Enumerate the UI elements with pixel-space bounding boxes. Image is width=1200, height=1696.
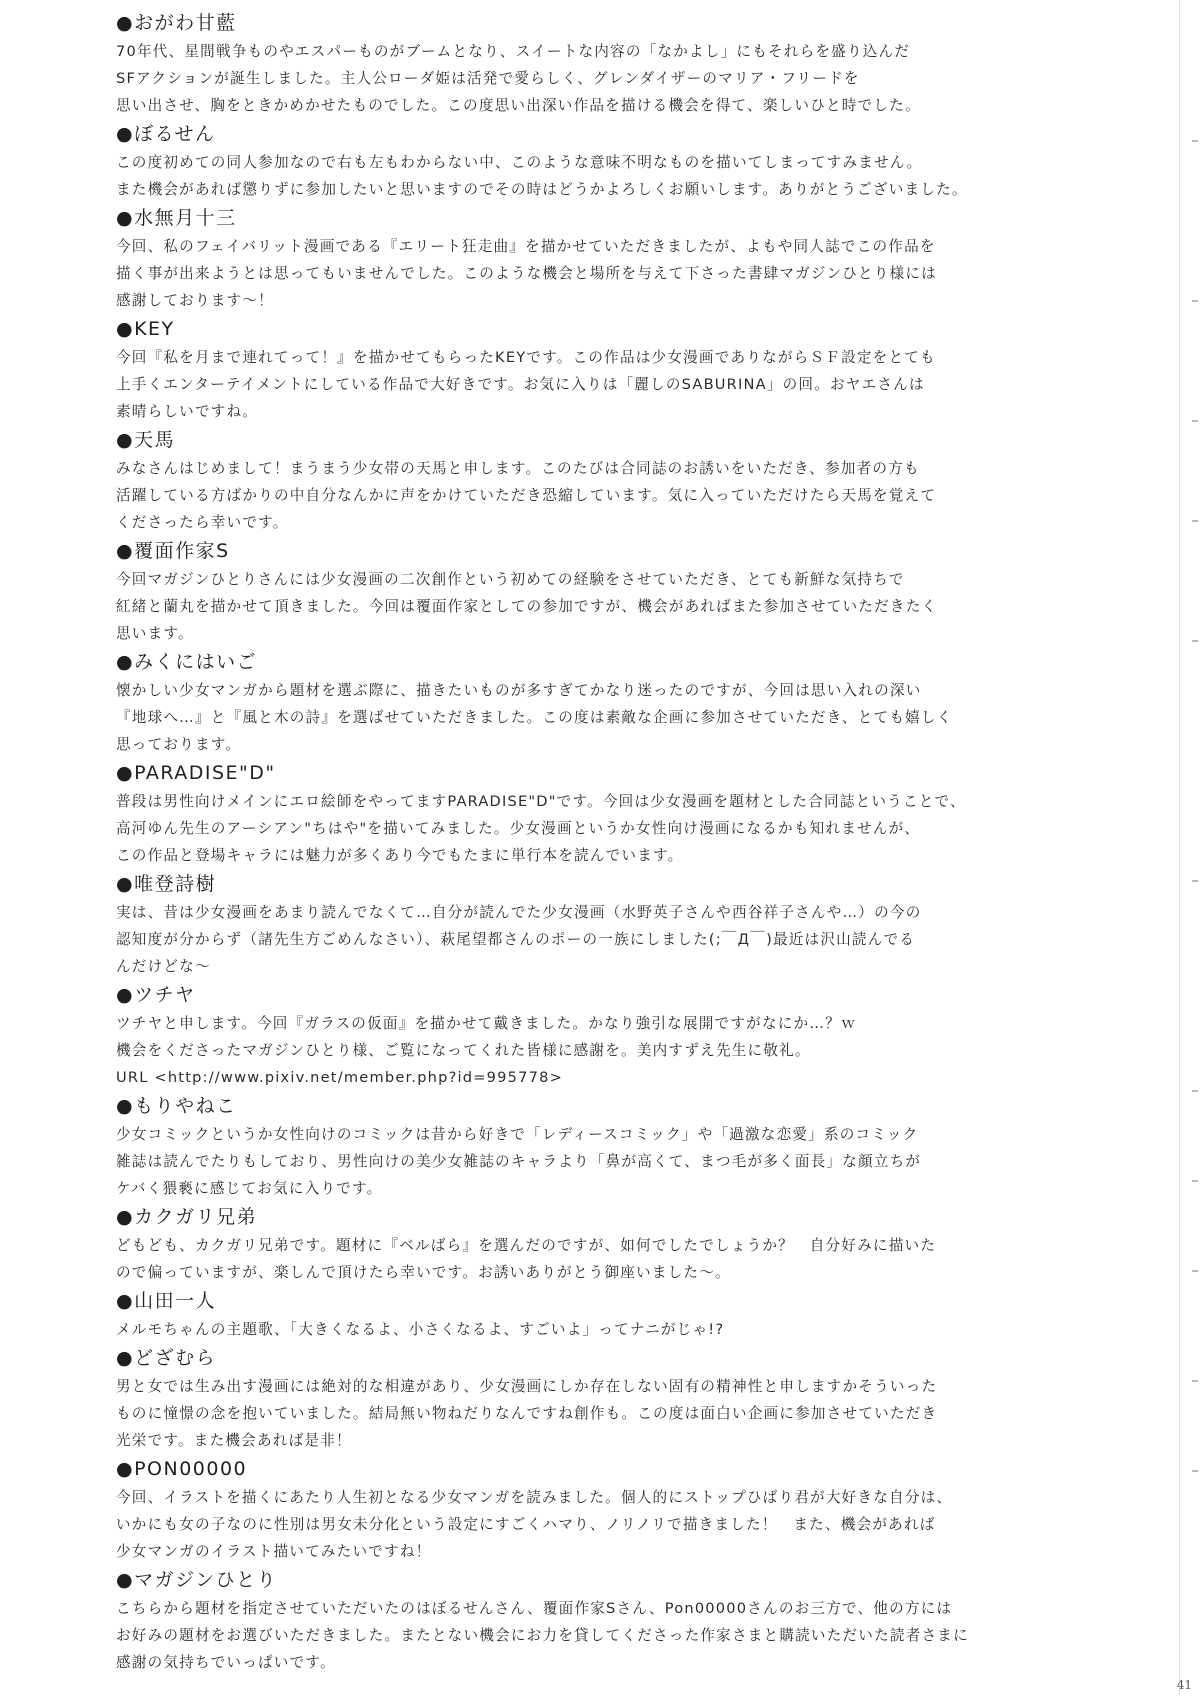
contributor-name: ●KEY	[116, 318, 175, 340]
edge-mark	[1192, 520, 1198, 522]
comment-line: 男と女では生み出す漫画には絶対的な相違があり、少女漫画にしか存在しない固有の精神性と申しますかそういった	[116, 1378, 938, 1395]
comment-line: お好みの題材をお選びいただきました。またとない機会にお力を貸してくださった作家さまと購読いただいた読者さまに	[116, 1627, 969, 1644]
comment-line: 70年代、星間戦争ものやエスパーものがブームとなり、スイートな内容の「なかよし」にもそれらを盛り込んだ	[116, 43, 911, 60]
contributor-name: ●もりやねこ	[116, 1095, 237, 1117]
contributor-entry	[116, 1343, 1076, 1454]
contributor-name: ●どざむら	[116, 1347, 217, 1369]
comment-line: どもども、カクガリ兄弟です。題材に『ベルばら』を選んだのですが、如何でしたでしょうか？ 自分好みに描いた	[116, 1237, 937, 1254]
contributor-name: ●マガジンひとり	[116, 1569, 278, 1591]
edge-mark	[1192, 1090, 1198, 1092]
comment-line: 今回、私のフェイバリット漫画である『エリート狂走曲』を描かせていただきましたが、よもや同人誌でこの作品を	[116, 238, 936, 255]
contributor-comment	[116, 1484, 1076, 1565]
contributor-name: ●天馬	[116, 429, 176, 451]
comment-line: 思い出させ、胸をときかめかせたものでした。この度思い出深い作品を描ける機会を得て、楽しいひと時でした。	[116, 97, 921, 114]
page-edge-line	[1179, 0, 1180, 1696]
contributor-entry	[116, 314, 1076, 425]
contributor-name: ●唯登詩樹	[116, 873, 217, 895]
comment-line: URL <http://www.pixiv.net/member.php?id=995778>	[116, 1069, 564, 1086]
page-number: 41	[1176, 1678, 1192, 1692]
comment-line: ものに憧憬の念を抱いていました。結局無い物ねだりなんですね創作も。この度は面白い企画に参加させていただき	[116, 1405, 938, 1422]
comment-line: 今回、イラストを描くにあたり人生初となる少女マンガを読みました。個人的にストップひばり君が大好きな自分は、	[116, 1489, 953, 1506]
comment-line: こちらから題材を指定させていただいたのはぼるせんさん、覆面作家Sさん、Pon00000さんのお三方で、他の方には	[116, 1600, 953, 1617]
contributor-entry	[116, 1202, 1076, 1286]
contributor-comment	[116, 677, 1076, 758]
contributor-comment	[116, 1232, 1076, 1286]
afterword-content	[116, 8, 1076, 1676]
contributor-name: ●水無月十三	[116, 207, 237, 229]
edge-mark	[1192, 140, 1198, 142]
comment-line: 雑誌は読んでたりもしており、男性向けの美少女雑誌のキャラより「鼻が高くて、まつ毛が多く面長」な顔立ちが	[116, 1153, 922, 1170]
contributor-entry	[116, 1091, 1076, 1202]
edge-mark	[1192, 1270, 1198, 1272]
comment-line: んだけどな～	[116, 958, 211, 975]
contributor-name: ●覆面作家S	[116, 540, 230, 562]
comment-line: いかにも女の子なのに性別は男女未分化という設定にすごくハマり、ノリノリで描きました！ また、機会があれば	[116, 1516, 936, 1533]
contributor-comment	[116, 344, 1076, 425]
comment-line: 少女マンガのイラスト描いてみたいですね！	[116, 1543, 432, 1560]
comment-line: この作品と登場キャラには魅力が多くあり今でもたまに単行本を読んでいます。	[116, 847, 684, 864]
contributor-name: ●山田一人	[116, 1290, 217, 1312]
contributor-entry	[116, 8, 1076, 119]
contributor-name: ●おがわ甘藍	[116, 12, 237, 34]
contributor-comment	[116, 455, 1076, 536]
comment-line: 感謝しております～！	[116, 292, 274, 309]
contributor-comment	[116, 788, 1076, 869]
comment-line: くださったら幸いです。	[116, 514, 289, 531]
contributor-comment	[116, 1010, 1076, 1091]
comment-line: 活躍している方ばかりの中自分なんかに声をかけていただき恐縮しています。気に入っていただけたら天馬を覚えて	[116, 487, 937, 504]
contributor-comment	[116, 1595, 1076, 1676]
comment-line: 今回『私を月まで連れてって！』を描かせてもらったKEYです。この作品は少女漫画でありながらＳＦ設定をとても	[116, 349, 936, 366]
comment-line: みなさんはじめまして！まうまう少女帯の天馬と申します。このたびは合同誌のお誘いをいただき、参加者の方も	[116, 460, 920, 477]
edge-mark	[1192, 880, 1198, 882]
contributor-entry	[116, 980, 1076, 1091]
comment-line: 今回マガジンひとりさんには少女漫画の二次創作という初めての経験をさせていただき、とても新鮮な気持ちで	[116, 571, 905, 588]
contributor-entry	[116, 425, 1076, 536]
page-edge-marks	[1186, 0, 1200, 1696]
comment-line: 素晴らしいですね。	[116, 403, 259, 420]
contributor-comment	[116, 899, 1076, 980]
comment-line: 『地球へ…』と『風と木の詩』を選ばせていただきました。この度は素敵な企画に参加させていただき、とても嬉しく	[116, 709, 953, 726]
comment-line: 光栄です。また機会あれば是非！	[116, 1432, 352, 1449]
contributor-comment	[116, 1121, 1076, 1202]
comment-line: ので偏っていますが、楽しんで頂けたら幸いです。お誘いありがとう御座いました～。	[116, 1264, 731, 1281]
comment-line: 懐かしい少女マンガから題材を選ぶ際に、描きたいものが多すぎてかなり迷ったのですが、今回は思い入れの深い	[116, 682, 922, 699]
edge-mark	[1192, 420, 1198, 422]
comment-line: SFアクションが誕生しました。主人公ローダ姫は活発で愛らしく、グレンダイザーのマリア・フリードを	[116, 70, 860, 87]
contributor-name: ●PON00000	[116, 1458, 248, 1480]
contributor-entry	[116, 758, 1076, 869]
comment-line: 上手くエンターテイメントにしている作品で大好きです。お気に入りは「麗しのSABURINA」の回。おヤエさんは	[116, 376, 925, 393]
edge-mark	[1192, 640, 1198, 642]
edge-mark	[1192, 1470, 1198, 1472]
contributor-comment	[116, 38, 1076, 119]
comment-line: メルモちゃんの主題歌、「大きくなるよ、小さくなるよ、すごいよ」ってナニがじゃ!?	[116, 1321, 725, 1338]
contributor-name: ●みくにはいご	[116, 651, 258, 673]
comment-line: 感謝の気持ちでいっぱいです。	[116, 1654, 336, 1671]
edge-mark	[1192, 1380, 1198, 1382]
comment-line: 描く事が出来ようとは思ってもいませんでした。このような機会と場所を与えて下さった書肆マガジンひとり様には	[116, 265, 937, 282]
contributor-entry	[116, 1286, 1076, 1343]
comment-line: 紅緒と蘭丸を描かせて頂きました。今回は覆面作家としての参加ですが、機会があればまた参加させていただきたく	[116, 598, 938, 615]
comment-line: また機会があれば懲りずに参加したいと思いますのでその時はどうかよろしくお願いします。ありがとうございました。	[116, 181, 968, 198]
contributor-entry	[116, 869, 1076, 980]
contributor-entry	[116, 647, 1076, 758]
contributor-entry	[116, 119, 1076, 203]
comment-line: 実は、昔は少女漫画をあまり読んでなくて…自分が読んでた少女漫画（水野英子さんや西谷祥子さんや…）の今の	[116, 904, 922, 921]
contributor-entry	[116, 1454, 1076, 1565]
contributor-name: ●ぼるせん	[116, 123, 216, 145]
edge-mark	[1192, 300, 1198, 302]
comment-line: この度初めての同人参加なので右も左もわからない中、このような意味不明なものを描いてしまってすみません。	[116, 154, 923, 171]
contributor-comment	[116, 149, 1076, 203]
comment-line: 少女コミックというか女性向けのコミックは昔から好きで「レディースコミック」や「過激な恋愛」系のコミック	[116, 1126, 919, 1143]
contributor-entry	[116, 1565, 1076, 1676]
comment-line: 認知度が分からず（諸先生方ごめんなさい）、萩尾望都さんのポーの一族にしました(;￣Д￣)最近は沢山読んでる	[116, 931, 916, 948]
contributor-entry	[116, 203, 1076, 314]
comment-line: 機会をくださったマガジンひとり様、ご覧になってくれた皆様に感謝を。美内すずえ先生に敬礼。	[116, 1042, 811, 1059]
contributor-comment	[116, 1316, 1076, 1343]
contributor-comment	[116, 1373, 1076, 1454]
comment-line: 思っております。	[116, 736, 242, 753]
comment-line: ケバく猥褻に感じてお気に入りです。	[116, 1180, 383, 1197]
contributor-entry	[116, 536, 1076, 647]
comment-line: 高河ゆん先生のアーシアン"ちはや"を描いてみました。少女漫画というか女性向け漫画になるかも知れませんが、	[116, 820, 921, 837]
contributor-name: ●PARADISE"D"	[116, 762, 276, 784]
contributor-comment	[116, 566, 1076, 647]
edge-mark	[1192, 1180, 1198, 1182]
contributor-comment	[116, 233, 1076, 314]
contributor-name: ●カクガリ兄弟	[116, 1206, 258, 1228]
comment-line: 普段は男性向けメインにエロ絵師をやってますPARADISE"D"です。今回は少女漫画を題材とした合同誌ということで、	[116, 793, 966, 810]
comment-line: 思います。	[116, 625, 194, 642]
comment-line: ツチヤと申します。今回『ガラスの仮面』を描かせて戴きました。かなり強引な展開ですがなにか…？ｗ	[116, 1015, 857, 1032]
contributor-name: ●ツチヤ	[116, 984, 196, 1006]
